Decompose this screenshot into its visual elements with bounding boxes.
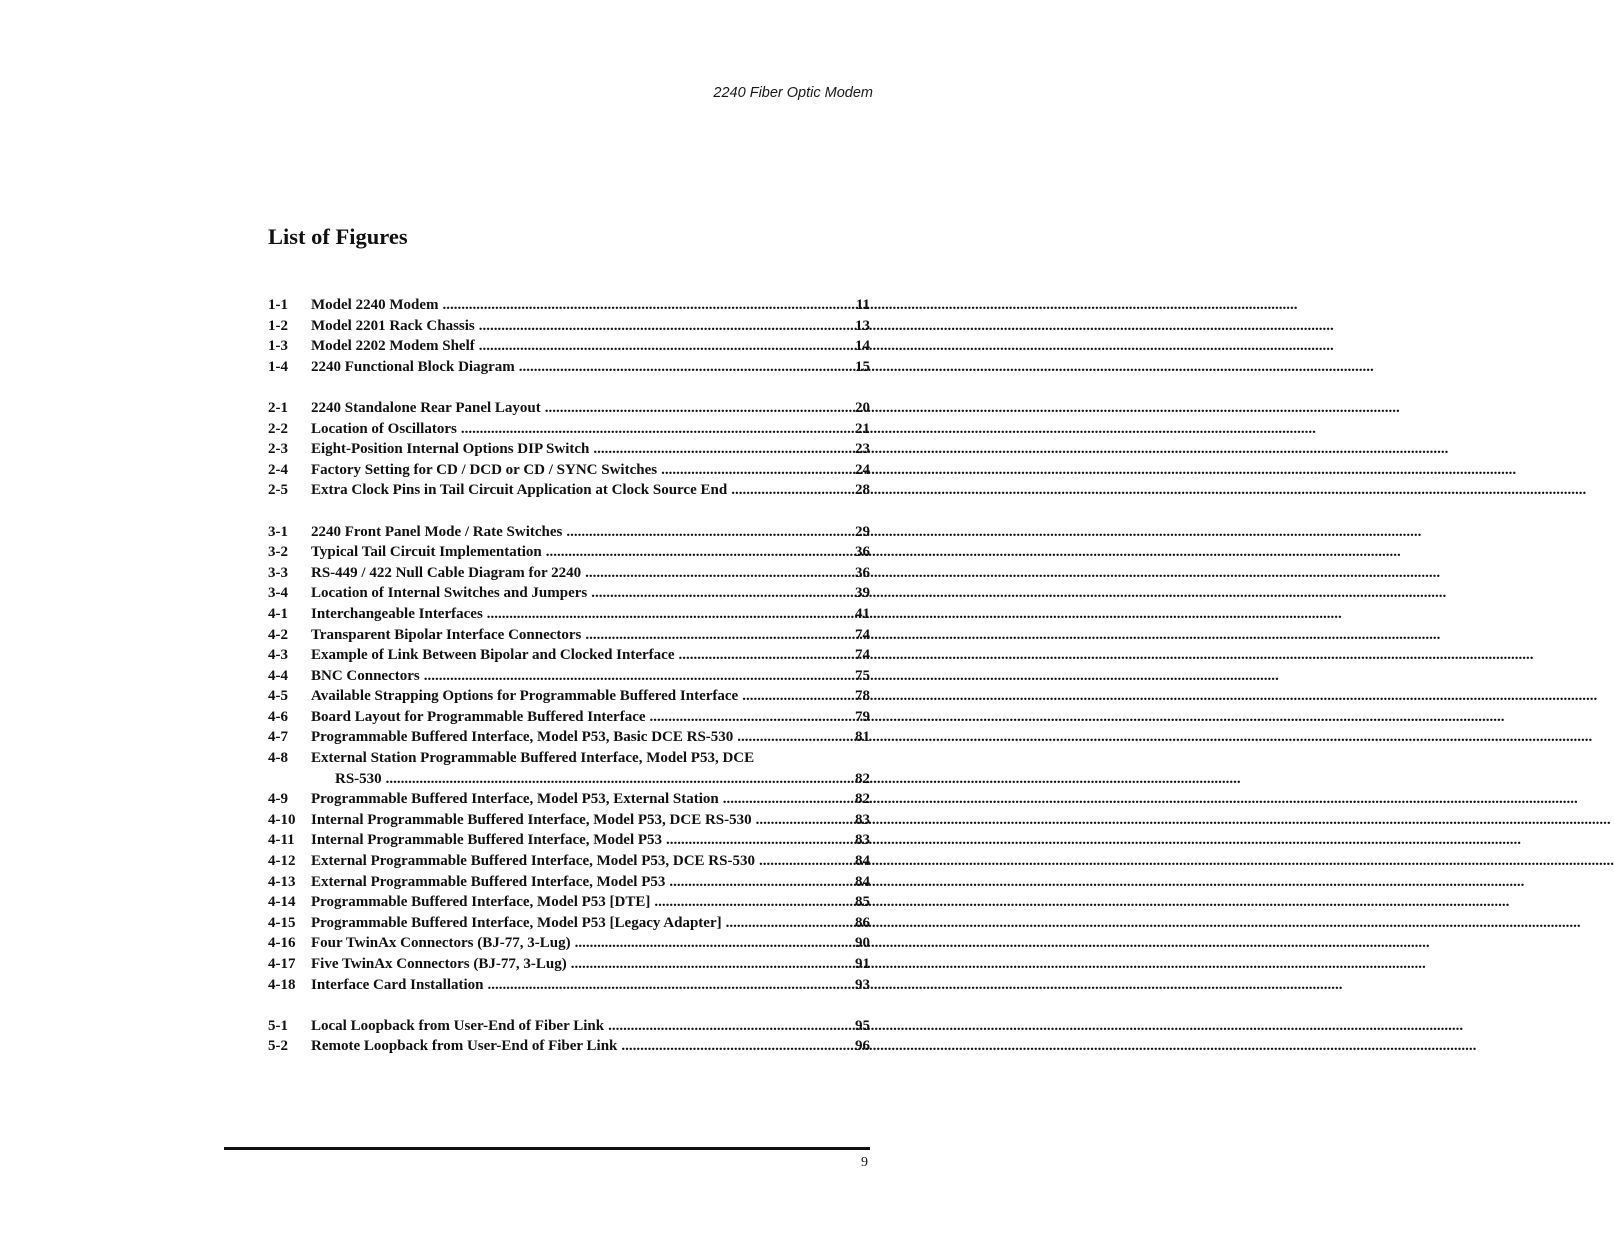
figure-title: Interface Card Installation [311, 976, 484, 993]
figure-entry[interactable] [268, 336, 870, 357]
figure-entry[interactable] [268, 460, 870, 481]
figure-page-number: 11 [855, 297, 870, 313]
figure-number: 4-11 [268, 832, 295, 849]
dot-leader [756, 810, 847, 831]
figure-page-number: 84 [855, 853, 870, 870]
figure-number: 3-4 [268, 585, 288, 602]
figure-entry[interactable] [268, 933, 870, 954]
figure-entry-continuation[interactable] [335, 769, 870, 790]
figure-entry[interactable] [268, 563, 870, 584]
figure-entry[interactable] [268, 789, 870, 810]
figure-entry[interactable] [268, 1016, 870, 1037]
dot-leader [566, 522, 847, 543]
figure-title: Local Loopback from User-End of Fiber Link [311, 1017, 605, 1034]
dot-leader [650, 707, 847, 728]
figure-title: Eight-Position Internal Options DIP Switch [311, 441, 590, 458]
figure-entry[interactable] [268, 583, 870, 604]
figure-entry[interactable] [268, 810, 870, 831]
figure-title: Programmable Buffered Interface, Model P53 [DTE] [311, 894, 651, 911]
figure-title: RS-449 / 422 Null Cable Diagram for 2240 [311, 564, 582, 581]
figure-number: 4-5 [268, 688, 288, 705]
figure-title: Available Strapping Options for Programmable Buffered Interface [311, 688, 739, 705]
figure-title: External Station Programmable Buffered Interface, Model P53, DCE [311, 750, 755, 767]
dot-leader [666, 830, 847, 851]
figure-group [268, 295, 870, 377]
dot-leader [479, 336, 847, 357]
dot-leader [742, 686, 847, 707]
figure-page-number: 96 [855, 1038, 870, 1055]
figure-page-number: 20 [855, 399, 870, 416]
figure-entry[interactable] [268, 975, 870, 996]
figure-number: 5-2 [268, 1038, 288, 1055]
figure-title: 2240 Standalone Rear Panel Layout [311, 399, 541, 416]
figure-number: 1-1 [268, 297, 288, 313]
figure-title: Example of Link Between Bipolar and Clocked Interface [311, 647, 675, 664]
figure-title: Model 2201 Rack Chassis [311, 317, 475, 334]
figure-number: 4-8 [268, 750, 288, 767]
figure-number: 4-15 [268, 914, 296, 931]
dot-leader [546, 542, 847, 563]
figure-page-number: 83 [855, 832, 870, 849]
figure-page-number: 36 [855, 544, 870, 561]
figure-page-number: 82 [855, 791, 870, 808]
figure-number: 2-3 [268, 441, 288, 458]
dot-leader [585, 563, 847, 584]
figure-number: 1-3 [268, 338, 288, 355]
figure-page-number: 36 [855, 564, 870, 581]
figure-title: Remote Loopback from User-End of Fiber Link [311, 1038, 618, 1055]
figure-title: Typical Tail Circuit Implementation [311, 544, 542, 561]
figure-number: 4-17 [268, 956, 296, 972]
figure-title: Location of Oscillators [311, 420, 457, 437]
figure-number: 4-9 [268, 791, 288, 808]
figure-entry[interactable] [268, 748, 870, 769]
figure-title: Interchangeable Interfaces [311, 605, 483, 622]
figure-page-number: 78 [855, 688, 870, 705]
figure-title: Extra Clock Pins in Tail Circuit Application at Clock Source End [311, 482, 728, 499]
figure-page-number: 91 [855, 956, 870, 972]
figure-entry[interactable] [268, 707, 870, 728]
figure-title: Model 2240 Modem [311, 297, 439, 313]
figure-number: 3-1 [268, 523, 288, 540]
figure-page-number: 95 [855, 1017, 870, 1034]
dot-leader [575, 933, 847, 954]
figure-page-number: 85 [855, 894, 870, 911]
figure-title: Programmable Buffered Interface, Model P53 [Legacy Adapter] [311, 914, 722, 931]
dot-leader [669, 872, 847, 893]
figure-number: 4-7 [268, 729, 288, 746]
figure-entry[interactable] [268, 295, 870, 316]
running-header: 2240 Fiber Optic Modem [713, 85, 873, 101]
figure-number: 4-1 [268, 605, 288, 622]
figure-page-number: 23 [855, 441, 870, 458]
figure-page-number: 13 [855, 317, 870, 334]
figure-number: 4-4 [268, 667, 288, 684]
figure-number: 5-1 [268, 1017, 288, 1034]
dot-leader [424, 666, 847, 687]
figure-number: 3-3 [268, 564, 288, 581]
dot-leader [731, 480, 847, 501]
figure-entry[interactable] [268, 357, 870, 378]
figure-entry[interactable] [268, 398, 870, 419]
figure-number: 2-5 [268, 482, 288, 499]
figure-page-number: 75 [855, 667, 870, 684]
figure-page-number: 74 [855, 626, 870, 643]
figure-entry[interactable] [268, 316, 870, 337]
figure-page-number: 90 [855, 935, 870, 952]
figure-title: 2240 Functional Block Diagram [311, 358, 515, 375]
figure-title: Transparent Bipolar Interface Connectors [311, 626, 582, 643]
dot-leader [479, 316, 847, 337]
figure-entry[interactable] [268, 1036, 870, 1057]
figure-entry[interactable] [268, 419, 870, 440]
dot-leader [442, 295, 847, 316]
dot-leader [585, 625, 847, 646]
dot-leader [661, 460, 847, 481]
dot-leader [461, 419, 847, 440]
figure-number: 4-16 [268, 935, 296, 952]
dot-leader [608, 1016, 847, 1037]
figure-title: BNC Connectors [311, 667, 420, 684]
figure-entry[interactable] [268, 542, 870, 563]
figure-entry[interactable] [268, 954, 870, 975]
figure-page-number: 84 [855, 873, 870, 890]
figure-page-number: 41 [855, 605, 870, 622]
figure-number: 4-13 [268, 873, 296, 890]
figure-entry[interactable] [268, 604, 870, 625]
figure-title: Programmable Buffered Interface, Model P53, Basic DCE RS-530 [311, 729, 734, 746]
figure-entry[interactable] [268, 872, 870, 893]
page-number: 9 [861, 1155, 868, 1170]
figure-number: 4-14 [268, 894, 296, 911]
figure-number: 1-4 [268, 358, 288, 375]
figure-page-number: 14 [855, 338, 870, 355]
figure-number: 2-1 [268, 399, 288, 416]
figure-page-number: 86 [855, 914, 870, 931]
figure-entry[interactable] [268, 727, 870, 748]
footer-divider [224, 1147, 870, 1150]
figure-number: 4-2 [268, 626, 288, 643]
dot-leader [386, 769, 847, 790]
figure-group [268, 398, 870, 501]
dot-leader [759, 851, 847, 872]
figure-title: Location of Internal Switches and Jumpers [311, 585, 588, 602]
figure-title: Model 2202 Modem Shelf [311, 338, 475, 355]
figure-title: External Programmable Buffered Interface, Model P53, DCE RS-530 [311, 853, 755, 870]
figure-number: 2-2 [268, 420, 288, 437]
figure-number: 4-3 [268, 647, 288, 664]
figure-title: Programmable Buffered Interface, Model P53, External Station [311, 791, 719, 808]
page-title: List of Figures [268, 224, 408, 249]
figure-number: 4-18 [268, 976, 296, 993]
figure-page-number: 93 [855, 976, 870, 993]
figure-title: Four TwinAx Connectors (BJ-77, 3-Lug) [311, 935, 571, 952]
dot-leader [591, 583, 847, 604]
figure-page-number: 24 [855, 461, 870, 478]
figure-number: 3-2 [268, 544, 288, 561]
dot-leader [487, 604, 847, 625]
figure-page-number: 79 [855, 708, 870, 725]
dot-leader [678, 645, 847, 666]
dot-leader [621, 1036, 847, 1057]
figure-page-number: 15 [855, 358, 870, 375]
figure-page-number: 39 [855, 585, 870, 602]
figure-entry[interactable] [268, 892, 870, 913]
figure-title-continuation: RS-530 [335, 770, 382, 787]
dot-leader [726, 913, 847, 934]
figure-page-number: 28 [855, 482, 870, 499]
figure-entry[interactable] [268, 625, 870, 646]
figure-page-number: 83 [855, 811, 870, 828]
figure-entry[interactable] [268, 686, 870, 707]
figure-page-number: 21 [855, 420, 870, 437]
dot-leader [488, 975, 848, 996]
figure-entry[interactable] [268, 666, 870, 687]
dot-leader [519, 357, 847, 378]
figure-title: Five TwinAx Connectors (BJ-77, 3-Lug) [311, 956, 567, 972]
dot-leader [545, 398, 847, 419]
figure-group [268, 522, 870, 996]
figure-entry[interactable] [268, 851, 870, 872]
dot-leader [723, 789, 847, 810]
figure-entry[interactable] [268, 645, 870, 666]
dot-leader [654, 892, 847, 913]
figure-title: 2240 Front Panel Mode / Rate Switches [311, 523, 563, 540]
figure-number: 1-2 [268, 317, 288, 334]
figure-entry[interactable] [268, 830, 870, 851]
list-of-figures [268, 295, 870, 1078]
figure-entry[interactable] [268, 522, 870, 543]
figure-page-number: 74 [855, 647, 870, 664]
figure-page-number: 29 [855, 523, 870, 540]
figure-title: External Programmable Buffered Interface, Model P53 [311, 873, 666, 890]
figure-entry[interactable] [268, 439, 870, 460]
dot-leader [737, 727, 847, 748]
figure-entry[interactable] [268, 913, 870, 934]
figure-number: 2-4 [268, 461, 288, 478]
dot-leader [593, 439, 847, 460]
figure-page-number: 82 [855, 770, 870, 787]
figure-page-number: 81 [855, 729, 870, 746]
figure-number: 4-10 [268, 811, 296, 828]
figure-title: Factory Setting for CD / DCD or CD / SYNC Switches [311, 461, 658, 478]
figure-title: Internal Programmable Buffered Interface, Model P53, DCE RS-530 [311, 811, 752, 828]
figure-title: Internal Programmable Buffered Interface, Model P53 [311, 832, 663, 849]
figure-number: 4-12 [268, 853, 296, 870]
dot-leader [571, 954, 847, 975]
figure-group [268, 1016, 870, 1057]
figure-title: Board Layout for Programmable Buffered Interface [311, 708, 646, 725]
figure-number: 4-6 [268, 708, 288, 725]
figure-entry[interactable] [268, 480, 870, 501]
